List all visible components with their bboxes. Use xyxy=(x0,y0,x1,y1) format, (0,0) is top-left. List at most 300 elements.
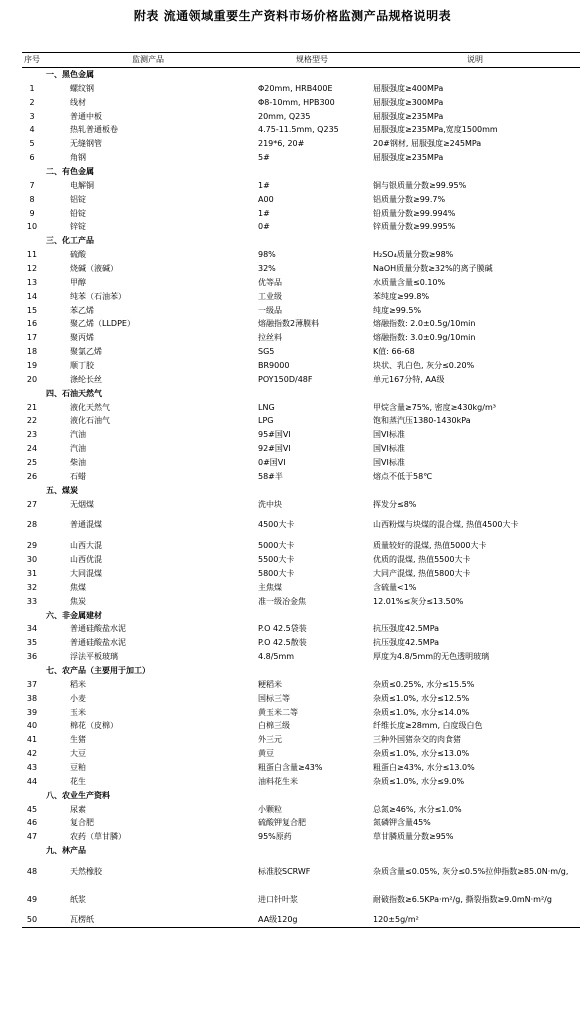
spec-value: 0# xyxy=(258,222,270,232)
spec-value: SG5 xyxy=(258,347,275,357)
note-text: 草甘膦质量分数≥95% xyxy=(373,832,454,842)
table-row xyxy=(22,110,580,124)
spec-value xyxy=(254,387,370,401)
product-name: 聚乙烯（LLDPE） xyxy=(70,319,135,329)
table-row xyxy=(22,512,580,540)
spec-value: 小颗粒 xyxy=(258,804,282,814)
table-row xyxy=(22,137,580,151)
spec-table xyxy=(22,52,580,928)
note-text: 12.01%≤灰分≤13.50% xyxy=(373,596,464,606)
row-number xyxy=(22,844,42,858)
row-number: 36 xyxy=(26,652,38,662)
note-text: 熔融指数: 2.0±0.5g/10min xyxy=(373,319,476,329)
table-row xyxy=(22,636,580,650)
product-name: 尿素 xyxy=(70,804,86,814)
row-number: 14 xyxy=(26,291,38,301)
spec-value: 国标三等 xyxy=(258,693,290,703)
product-name: 甲醇 xyxy=(70,277,86,287)
note-text: 熔融指数: 3.0±0.9g/10min xyxy=(373,333,476,343)
table-row xyxy=(22,401,580,415)
spec-value: 32% xyxy=(258,264,276,274)
note-text: 耐破指数≥6.5KPa·m²/g, 撕裂指数≥9.0mN·m²/g xyxy=(373,894,552,904)
table-row xyxy=(22,428,580,442)
table-row xyxy=(22,803,580,817)
note-text: 国VI标准 xyxy=(373,444,405,454)
row-number: 49 xyxy=(26,894,38,904)
product-name: 烧碱（液碱） xyxy=(70,264,118,274)
row-number: 1 xyxy=(29,83,35,93)
row-number: 35 xyxy=(26,638,38,648)
product-name: 复合肥 xyxy=(70,818,94,828)
note-text: 屈服强度≥235MPa xyxy=(373,153,444,163)
row-number: 5 xyxy=(29,139,35,149)
spec-value: 粗蛋白含量≥43% xyxy=(258,762,323,772)
spec-value xyxy=(254,165,370,179)
spec-value: 硫酸钾复合肥 xyxy=(258,818,306,828)
spec-value: 主焦煤 xyxy=(258,582,282,592)
product-name: 普通硅酸盐水泥 xyxy=(70,624,126,634)
table-row xyxy=(22,678,580,692)
row-number: 11 xyxy=(26,250,38,260)
spec-value: 219*6, 20# xyxy=(258,139,305,149)
note-text: 120±5g/m² xyxy=(370,913,580,927)
product-name: 柴油 xyxy=(70,458,86,468)
spec-value: 进口针叶浆 xyxy=(258,894,298,904)
row-number: 41 xyxy=(26,735,38,745)
product-name: 农药（草甘膦） xyxy=(70,832,126,842)
row-number: 40 xyxy=(26,721,38,731)
note-text: 大同产混煤, 热值5800大卡 xyxy=(373,568,471,578)
row-number: 23 xyxy=(26,430,38,440)
product-name: 无缝钢管 xyxy=(70,139,102,149)
table-row xyxy=(22,290,580,304)
table-row xyxy=(22,775,580,789)
row-number xyxy=(22,484,42,498)
note-text xyxy=(370,234,580,248)
spec-value: Φ8-10mm, HPB300 xyxy=(258,97,335,107)
product-name: 浮法平板玻璃 xyxy=(70,652,118,662)
product-name: 玉米 xyxy=(70,707,86,717)
row-number: 4 xyxy=(29,125,35,135)
product-name: 普通中板 xyxy=(70,111,102,121)
row-number: 43 xyxy=(26,762,38,772)
product-name: 山西大混 xyxy=(70,541,102,551)
product-name: 聚氯乙烯 xyxy=(70,347,102,357)
note-text xyxy=(370,844,580,858)
table-row xyxy=(22,331,580,345)
category-row xyxy=(22,387,580,401)
row-number: 28 xyxy=(26,520,38,530)
spec-value: 5500大卡 xyxy=(258,555,295,565)
row-number: 9 xyxy=(29,208,35,218)
category-label: 六、非金属建材 xyxy=(46,610,102,620)
spec-value: POY150D/48F xyxy=(258,374,313,384)
note-text: 铜与银质量分数≥99.95% xyxy=(373,180,467,190)
spec-value: 92#国VI xyxy=(258,444,291,454)
row-number: 34 xyxy=(26,624,38,634)
table-row xyxy=(22,123,580,137)
note-text: 单元167分特, AA级 xyxy=(373,374,445,384)
row-number: 19 xyxy=(26,361,38,371)
table-row xyxy=(22,622,580,636)
spec-value: 4500大卡 xyxy=(258,520,295,530)
table-row xyxy=(22,498,580,512)
page-title: 附表 流通领域重要生产资料市场价格监测产品规格说明表 xyxy=(133,9,452,23)
table-row xyxy=(22,317,580,331)
table-row xyxy=(22,414,580,428)
spec-value: 20mm, Q235 xyxy=(258,111,311,121)
note-text: 杂质≤1.0%, 水分≤12.5% xyxy=(373,693,470,703)
category-row xyxy=(22,844,580,858)
spec-value: 5800大卡 xyxy=(258,568,295,578)
row-number: 32 xyxy=(26,582,38,592)
note-text: 杂质含量≤0.05%, 灰分≤0.5%拉伸指数≥85.0N·m/g, xyxy=(373,866,569,876)
spec-value: LPG xyxy=(258,416,274,426)
row-number: 16 xyxy=(26,319,38,329)
table-row xyxy=(22,179,580,193)
category-label: 一、黑色金属 xyxy=(46,70,94,79)
spec-value xyxy=(254,844,370,858)
spec-value: 优等品 xyxy=(258,277,282,287)
table-row xyxy=(22,816,580,830)
row-number: 29 xyxy=(26,541,38,551)
header-spec: 规格型号 xyxy=(254,53,370,68)
product-name: 小麦 xyxy=(70,693,86,703)
row-number: 39 xyxy=(26,707,38,717)
row-number: 13 xyxy=(26,277,38,287)
category-row xyxy=(22,789,580,803)
product-name: 大同混煤 xyxy=(70,568,102,578)
note-text: 氮磷钾含量45% xyxy=(373,818,431,828)
row-number: 24 xyxy=(26,444,38,454)
note-text: 山西粉煤与块煤的混合煤, 热值4500大卡 xyxy=(373,520,519,530)
row-number: 25 xyxy=(26,458,38,468)
spec-value: 黄豆 xyxy=(258,749,274,759)
category-label: 八、农业生产资料 xyxy=(46,790,110,800)
table-row xyxy=(22,304,580,318)
spec-value: LNG xyxy=(258,402,275,412)
row-number: 48 xyxy=(26,866,38,876)
note-text: 总氮≥46%, 水分≤1.0% xyxy=(373,804,462,814)
spec-value: 白棉三级 xyxy=(258,721,290,731)
table-row xyxy=(22,96,580,110)
note-text: 饱和蒸汽压1380-1430kPa xyxy=(373,416,471,426)
row-number: 17 xyxy=(26,333,38,343)
spec-value: BR9000 xyxy=(258,361,290,371)
table-row xyxy=(22,539,580,553)
note-text: 挥发分≤8% xyxy=(373,499,417,509)
product-name: 苯乙烯 xyxy=(70,305,94,315)
spec-value: 油料花生米 xyxy=(258,776,298,786)
product-name: 瓦楞纸 xyxy=(42,913,254,927)
product-name: 焦炭 xyxy=(70,596,86,606)
row-number: 37 xyxy=(26,679,38,689)
row-number: 27 xyxy=(26,499,38,509)
spec-value: 1# xyxy=(258,208,270,218)
product-name: 花生 xyxy=(70,776,86,786)
product-name: 大豆 xyxy=(70,749,86,759)
spec-value: 洗中块 xyxy=(258,499,282,509)
product-name: 铅锭 xyxy=(70,208,86,218)
spec-value: 外三元 xyxy=(258,735,282,745)
product-name: 纯苯（石油苯） xyxy=(70,291,126,301)
note-text: 粗蛋白≥43%, 水分≤13.0% xyxy=(373,762,475,772)
table-row xyxy=(22,706,580,720)
note-text: 屈服强度≥400MPa xyxy=(373,83,444,93)
spec-value: 标准胶SCRWF xyxy=(258,866,311,876)
product-name: 天然橡胶 xyxy=(70,866,102,876)
product-name: 聚丙烯 xyxy=(70,333,94,343)
product-name: 普通硅酸盐水泥 xyxy=(70,638,126,648)
product-name: 棉花（皮棉） xyxy=(70,721,118,731)
note-text xyxy=(370,484,580,498)
spec-value: 工业级 xyxy=(258,291,282,301)
product-name: 热轧普通板卷 xyxy=(70,125,118,135)
note-text: 屈服强度≥235MPa,宽度1500mm xyxy=(373,125,498,135)
table-row xyxy=(22,719,580,733)
category-row xyxy=(22,234,580,248)
product-name: 普通混煤 xyxy=(70,520,102,530)
note-text xyxy=(370,165,580,179)
row-number: 8 xyxy=(29,194,35,204)
table-row xyxy=(22,913,580,927)
note-text: 20#钢材, 屈服强度≥245MPa xyxy=(373,139,482,149)
row-number: 12 xyxy=(26,264,38,274)
note-text: 厚度为4.8/5mm的无色透明玻璃 xyxy=(373,652,490,662)
note-text: 杂质≤1.0%, 水分≤9.0% xyxy=(373,776,465,786)
product-name: 焦煤 xyxy=(70,582,86,592)
spec-value xyxy=(254,789,370,803)
table-row xyxy=(22,553,580,567)
table-header xyxy=(22,53,580,68)
product-name: 汽油 xyxy=(70,444,86,454)
spec-value: 粳稻米 xyxy=(258,679,282,689)
table-row xyxy=(22,220,580,234)
product-name: 纸浆 xyxy=(70,894,86,904)
category-label: 四、石油天然气 xyxy=(46,388,102,398)
note-text: 水质量含量≤0.10% xyxy=(373,277,446,287)
table-row xyxy=(22,151,580,165)
product-name: 线材 xyxy=(70,97,86,107)
spec-value: 5000大卡 xyxy=(258,541,295,551)
spec-value: 95#国VI xyxy=(258,430,291,440)
row-number: 2 xyxy=(29,97,35,107)
product-name: 电解铜 xyxy=(70,180,94,190)
product-name: 铝锭 xyxy=(70,194,86,204)
spec-value xyxy=(254,68,370,82)
product-name: 稻米 xyxy=(70,679,86,689)
note-text xyxy=(370,789,580,803)
table-row xyxy=(22,262,580,276)
table-row xyxy=(22,733,580,747)
row-number: 18 xyxy=(26,347,38,357)
spec-value: 熔融指数2薄膜料 xyxy=(258,319,320,329)
row-number xyxy=(22,165,42,179)
note-text: 含硫量<1% xyxy=(373,582,417,592)
row-number: 42 xyxy=(26,749,38,759)
table-row xyxy=(22,193,580,207)
table-row xyxy=(22,345,580,359)
spec-value: A00 xyxy=(258,194,274,204)
spec-value: P.O 42.5散装 xyxy=(258,638,307,648)
spec-value: 58#半 xyxy=(258,471,283,481)
row-number: 38 xyxy=(26,693,38,703)
row-number: 26 xyxy=(26,471,38,481)
row-number: 7 xyxy=(29,180,35,190)
table-row xyxy=(22,650,580,664)
product-name: 液化天然气 xyxy=(70,402,110,412)
note-text: 屈服强度≥235MPa xyxy=(373,111,444,121)
row-number xyxy=(22,609,42,623)
spec-value: P.O 42.5袋装 xyxy=(258,624,307,634)
note-text xyxy=(370,68,580,82)
table-row xyxy=(22,761,580,775)
spec-value: 一级品 xyxy=(258,305,282,315)
product-name: 角钢 xyxy=(70,153,86,163)
table-row xyxy=(22,886,580,914)
note-text: 纤维长度≥28mm, 白度级白色 xyxy=(373,721,483,731)
row-number: 45 xyxy=(26,804,38,814)
note-text: 锌质量分数≥99.995% xyxy=(373,222,456,232)
category-label: 五、煤炭 xyxy=(46,485,78,495)
table-row xyxy=(22,207,580,221)
spec-value: 4.75-11.5mm, Q235 xyxy=(258,125,339,135)
table-row xyxy=(22,82,580,96)
product-name: 石蜡 xyxy=(70,471,86,481)
spec-value: 0#国VI xyxy=(258,458,286,468)
category-label: 九、林产品 xyxy=(46,846,86,856)
spec-value: 5# xyxy=(258,153,270,163)
table-row xyxy=(22,747,580,761)
table-body xyxy=(22,68,580,928)
product-name: 豆粕 xyxy=(70,762,86,772)
table-row xyxy=(22,470,580,484)
note-text: 杂质≤0.25%, 水分≤15.5% xyxy=(373,679,475,689)
table-row xyxy=(22,373,580,387)
note-text: 质量较好的混煤, 热值5000大卡 xyxy=(373,541,487,551)
note-text: 优质的混煤, 热值5500大卡 xyxy=(373,555,471,565)
note-text: 国VI标准 xyxy=(373,458,405,468)
note-text: 甲烷含量≥75%, 密度≥430kg/m³ xyxy=(373,402,496,412)
note-text: 熔点不低于58℃ xyxy=(373,471,433,481)
row-number xyxy=(22,387,42,401)
row-number: 30 xyxy=(26,555,38,565)
product-name: 锌锭 xyxy=(70,222,86,232)
table-row xyxy=(22,567,580,581)
row-number xyxy=(22,68,42,82)
note-text: 铅质量分数≥99.994% xyxy=(373,208,456,218)
table-row xyxy=(22,456,580,470)
category-label: 二、有色金属 xyxy=(46,167,94,177)
note-text: 三种外国猪杂交的肉食猪 xyxy=(373,735,461,745)
row-number: 46 xyxy=(26,818,38,828)
product-name: 汽油 xyxy=(70,430,86,440)
spec-value: 拉丝料 xyxy=(258,333,282,343)
note-text: 杂质≤1.0%, 水分≤13.0% xyxy=(373,749,470,759)
row-number: 44 xyxy=(26,776,38,786)
spec-value: AA级120g xyxy=(254,913,370,927)
header-note: 说明 xyxy=(370,53,580,68)
spec-value: 95%原药 xyxy=(258,832,292,842)
table-row xyxy=(22,692,580,706)
note-text: 铝质量分数≥99.7% xyxy=(373,194,446,204)
row-number xyxy=(22,234,42,248)
product-name: 涤纶长丝 xyxy=(70,374,102,384)
table-row xyxy=(22,248,580,262)
note-text: 抗压强度42.5MPa xyxy=(373,638,440,648)
category-row xyxy=(22,68,580,82)
table-row xyxy=(22,595,580,609)
table-row xyxy=(22,830,580,844)
note-text: H₂SO₄质量分数≥98% xyxy=(373,250,454,260)
spec-value xyxy=(254,664,370,678)
product-name: 无烟煤 xyxy=(70,499,94,509)
note-text: 抗压强度42.5MPa xyxy=(373,624,440,634)
row-number: 20 xyxy=(26,374,38,384)
row-number xyxy=(22,789,42,803)
table-row xyxy=(22,858,580,886)
product-name: 硫酸 xyxy=(70,250,86,260)
table-row xyxy=(22,359,580,373)
category-label: 三、化工产品 xyxy=(46,236,94,246)
row-number: 47 xyxy=(26,832,38,842)
note-text: 国VI标准 xyxy=(373,430,405,440)
product-name: 液化石油气 xyxy=(70,416,110,426)
note-text: NaOH质量分数≥32%的离子膜碱 xyxy=(373,264,493,274)
spec-value: Φ20mm, HRB400E xyxy=(258,83,333,93)
note-text: 屈服强度≥300MPa xyxy=(373,97,444,107)
product-name: 山西优混 xyxy=(70,555,102,565)
spec-value xyxy=(254,484,370,498)
note-text: 杂质≤1.0%, 水分≤14.0% xyxy=(373,707,470,717)
note-text xyxy=(370,664,580,678)
category-row xyxy=(22,165,580,179)
table-row xyxy=(22,276,580,290)
header-no: 序号 xyxy=(22,53,42,68)
product-name: 生猪 xyxy=(70,735,86,745)
note-text: 块状、乳白色, 灰分≤0.20% xyxy=(373,361,475,371)
row-number: 22 xyxy=(26,416,38,426)
spec-value: 4.8/5mm xyxy=(258,652,295,662)
spec-value xyxy=(254,609,370,623)
product-name: 螺纹钢 xyxy=(70,83,94,93)
row-number: 10 xyxy=(26,222,38,232)
category-row xyxy=(22,484,580,498)
category-label: 七、农产品（主要用于加工） xyxy=(46,665,150,675)
table-row xyxy=(22,581,580,595)
row-number: 50 xyxy=(22,913,42,927)
note-text xyxy=(370,609,580,623)
spec-value: 1# xyxy=(258,180,270,190)
spec-value: 98% xyxy=(258,250,276,260)
table-row xyxy=(22,442,580,456)
row-number: 3 xyxy=(29,111,35,121)
note-text xyxy=(370,387,580,401)
spec-value: 黄玉米二等 xyxy=(258,707,298,717)
row-number: 15 xyxy=(26,305,38,315)
row-number: 33 xyxy=(26,596,38,606)
category-row xyxy=(22,609,580,623)
row-number xyxy=(22,664,42,678)
row-number: 31 xyxy=(26,568,38,578)
header-product: 监测产品 xyxy=(42,53,254,68)
note-text: 纯度≥99.5% xyxy=(373,305,422,315)
spec-value: 准一级冶金焦 xyxy=(258,596,306,606)
category-row xyxy=(22,664,580,678)
note-text: 苯纯度≥99.8% xyxy=(373,291,430,301)
spec-value xyxy=(254,234,370,248)
row-number: 6 xyxy=(29,153,35,163)
